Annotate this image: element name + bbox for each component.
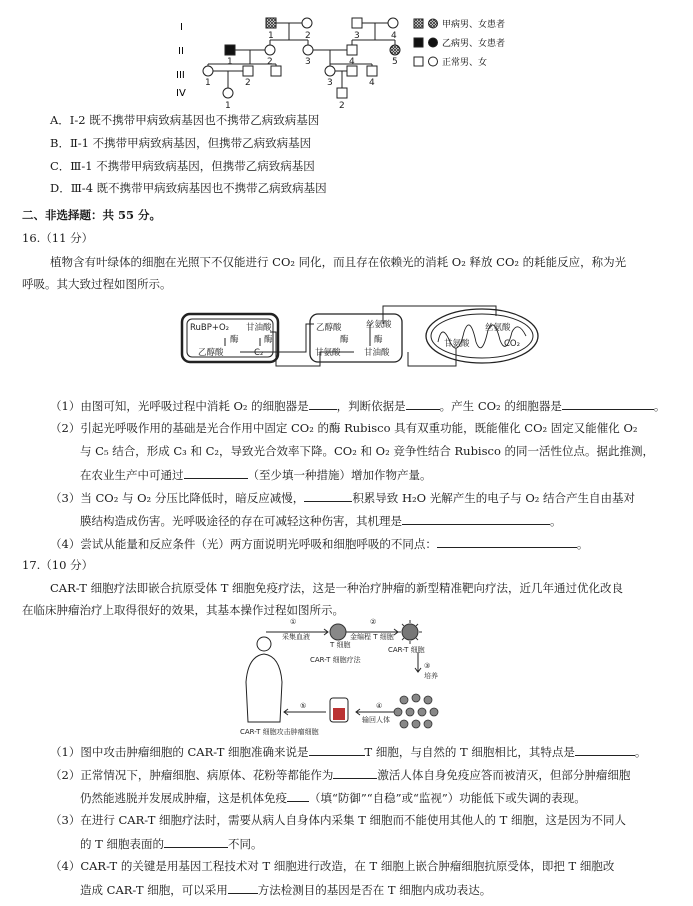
III-3-female bbox=[325, 66, 335, 76]
III-1-female bbox=[203, 66, 213, 76]
svg-text:甘氨酸: 甘氨酸 bbox=[444, 339, 470, 349]
svg-text:2: 2 bbox=[267, 57, 273, 67]
svg-text:1: 1 bbox=[225, 101, 231, 110]
I-2-female bbox=[302, 18, 312, 28]
q16-s3a: （3）当 CO₂ 与 O₂ 分压比降低时，暗反应减慢， 积累导致 H₂O 光解产生的电子与 O₂ 结合产生自由基对 bbox=[50, 491, 636, 505]
q17-s4b: 造成 CAR-T 细胞，可以采用 方法检测目的基因是否在 T 细胞内成功表达。 bbox=[80, 883, 492, 897]
svg-text:3: 3 bbox=[327, 78, 333, 88]
svg-text:金编程 T 细胞: 金编程 T 细胞 bbox=[350, 633, 394, 641]
III-2-male bbox=[243, 66, 253, 76]
svg-text:酶: 酶 bbox=[230, 335, 239, 345]
option-d: D．Ⅲ-4 既不携带甲病致病基因也不携带乙病致病基因 bbox=[50, 181, 327, 195]
q17-s2a: （2）正常情况下，肿瘤细胞、病原体、花粉等都能作为 激活人体自身免疫应答而被清灭，但部分肿瘤细胞 bbox=[50, 768, 631, 782]
svg-text:T 细胞: T 细胞 bbox=[330, 641, 351, 649]
svg-text:C₂: C₂ bbox=[254, 348, 264, 358]
svg-text:1: 1 bbox=[268, 31, 274, 41]
q16-s2c: 在农业生产中可通过 （至少填一种措施）增加作物产量。 bbox=[80, 468, 432, 482]
II-2-female bbox=[265, 45, 275, 55]
svg-text:2: 2 bbox=[305, 31, 311, 41]
pedigree-chart bbox=[170, 8, 530, 110]
svg-text:③: ③ bbox=[424, 662, 431, 670]
svg-text:4: 4 bbox=[391, 31, 397, 41]
q17-s4a: （4）CAR-T 的关键是用基因工程技术对 T 细胞进行改造，在 T 细胞上嵌合肿瘤细胞抗原受体，即把 T 细胞改 bbox=[50, 859, 615, 873]
svg-text:甘油酸: 甘油酸 bbox=[246, 323, 272, 333]
svg-text:1: 1 bbox=[227, 57, 233, 67]
svg-text:CO₂: CO₂ bbox=[504, 339, 521, 349]
q17-s3b: 的 T 细胞表面的 不同。 bbox=[80, 837, 263, 851]
svg-text:甘油酸: 甘油酸 bbox=[364, 348, 390, 358]
svg-text:乙醇酸: 乙醇酸 bbox=[198, 348, 224, 358]
svg-text:④: ④ bbox=[376, 702, 383, 710]
svg-text:②: ② bbox=[370, 618, 377, 626]
q16-s4: （4）尝试从能量和反应条件（光）两方面说明光呼吸和细胞呼吸的不同点： 。 bbox=[50, 537, 589, 551]
svg-text:1: 1 bbox=[205, 78, 211, 88]
gen-label-4: IV bbox=[176, 88, 186, 99]
III-4-male bbox=[347, 66, 357, 76]
svg-text:酶: 酶 bbox=[340, 335, 349, 345]
q16-intro-1: 植物含有叶绿体的细胞在光照下不仅能进行 CO₂ 同化，而且存在依赖光的消耗 O₂ 释放 CO₂ 的耗能反应，称为光 bbox=[50, 255, 627, 269]
q16-s2b: 与 C₅ 结合，形成 C₃ 和 C₂，导致光合效率下降。CO₂ 和 O₂ 竞争性结合 Rubisco 的同一活性位点。据此推测， bbox=[80, 444, 655, 458]
svg-text:CAR-T 细胞攻击肿瘤细胞: CAR-T 细胞攻击肿瘤细胞 bbox=[240, 728, 319, 736]
svg-text:甘氨酸: 甘氨酸 bbox=[315, 348, 341, 358]
IV-2-male bbox=[337, 88, 347, 98]
q17-intro-1: CAR-T 细胞疗法即嵌合抗原受体 T 细胞免疫疗法，这是一种治疗肿瘤的新型精准靶向疗法，近几年通过优化改良 bbox=[50, 581, 624, 595]
II-4-male bbox=[347, 45, 357, 55]
svg-text:RuBP+O₂: RuBP+O₂ bbox=[190, 323, 230, 333]
q16-s1: （1）由图可知，光呼吸过程中消耗 O₂ 的细胞器是 ，判断依据是 。产生 CO₂ 的细胞器是 。 bbox=[50, 399, 666, 413]
option-b: B．Ⅱ-1 不携带甲病致病基因，但携带乙病致病基因 bbox=[50, 136, 312, 150]
svg-text:4: 4 bbox=[349, 57, 355, 67]
q17-header: 17.（10 分） bbox=[22, 558, 94, 572]
q17-intro-2: 在临床肿瘤治疗上取得很好的效果，其基本操作过程如图所示。 bbox=[22, 603, 344, 617]
svg-text:2: 2 bbox=[245, 78, 251, 88]
II-5-female bbox=[390, 45, 400, 55]
svg-text:3: 3 bbox=[305, 57, 311, 67]
section-heading: 二、非选择题：共 55 分。 bbox=[22, 208, 162, 222]
svg-text:酶: 酶 bbox=[264, 335, 273, 345]
svg-text:①: ① bbox=[290, 618, 297, 626]
IV-1-female bbox=[223, 88, 233, 98]
I-3-male bbox=[352, 18, 362, 28]
svg-text:丝氨酸: 丝氨酸 bbox=[485, 323, 511, 333]
q16-s2a: （2）引起光呼吸作用的基础是光合作用中固定 CO₂ 的酶 Rubisco 具有双重功能，既能催化 CO₂ 固定又能催化 O₂ bbox=[50, 421, 638, 435]
q17-s3a: （3）在进行 CAR-T 细胞疗法时，需要从病人自身体内采集 T 细胞而不能使用其他人的 T 细胞，这是因为不同人 bbox=[50, 813, 626, 827]
svg-text:CAR-T 细胞: CAR-T 细胞 bbox=[388, 646, 425, 654]
svg-text:培养: 培养 bbox=[424, 672, 438, 680]
photorespiration-figure bbox=[180, 302, 540, 372]
svg-text:输回人体: 输回人体 bbox=[362, 716, 390, 724]
svg-text:乙醇酸: 乙醇酸 bbox=[316, 323, 342, 333]
svg-text:5: 5 bbox=[392, 57, 398, 67]
gen-label-1: I bbox=[180, 22, 183, 33]
II-3-female bbox=[303, 45, 313, 55]
option-a: A．Ⅰ-2 既不携带甲病致病基因也不携带乙病致病基因 bbox=[50, 113, 320, 127]
III-x-male bbox=[271, 66, 281, 76]
svg-text:CAR-T 细胞疗法: CAR-T 细胞疗法 bbox=[310, 656, 361, 664]
q17-s1: （1）图中攻击肿瘤细胞的 CAR-T 细胞准确来说是 T 细胞，与自然的 T 细胞相比，其特点是 。 bbox=[50, 745, 647, 759]
I-1-male bbox=[266, 18, 276, 28]
II-1-male bbox=[225, 45, 235, 55]
svg-text:⑤: ⑤ bbox=[300, 702, 307, 710]
III-5-male bbox=[367, 66, 377, 76]
legend-normal: 正常男、女 bbox=[442, 58, 488, 68]
svg-text:采集血液: 采集血液 bbox=[282, 633, 310, 641]
svg-text:2: 2 bbox=[339, 101, 345, 110]
gen-label-2: II bbox=[178, 46, 184, 57]
svg-text:丝氨酸: 丝氨酸 bbox=[366, 320, 392, 330]
I-4-female bbox=[388, 18, 398, 28]
option-c: C．Ⅲ-1 不携带甲病致病基因，但携带乙病致病基因 bbox=[50, 159, 315, 173]
svg-text:酶: 酶 bbox=[374, 335, 383, 345]
q16-header: 16.（11 分） bbox=[22, 231, 94, 245]
q17-s2c: 仍然能逃脱并发展成肿瘤，这是机体免疫 （填“防御”“自稳”或“监视”）功能低下或失调的表现。 bbox=[80, 791, 586, 805]
legend-jia: 甲病男、女患者 bbox=[442, 20, 506, 30]
legend-yi: 乙病男、女患者 bbox=[442, 39, 506, 49]
gen-label-3: III bbox=[176, 70, 185, 81]
svg-text:3: 3 bbox=[354, 31, 360, 41]
car-t-figure bbox=[238, 612, 448, 737]
q16-intro-2: 呼吸。其大致过程如图所示。 bbox=[22, 277, 172, 291]
svg-text:4: 4 bbox=[369, 78, 375, 88]
q16-s3c: 膜结构造成伤害。光呼吸途径的存在可减轻这种伤害，其机理是 。 bbox=[80, 514, 562, 528]
